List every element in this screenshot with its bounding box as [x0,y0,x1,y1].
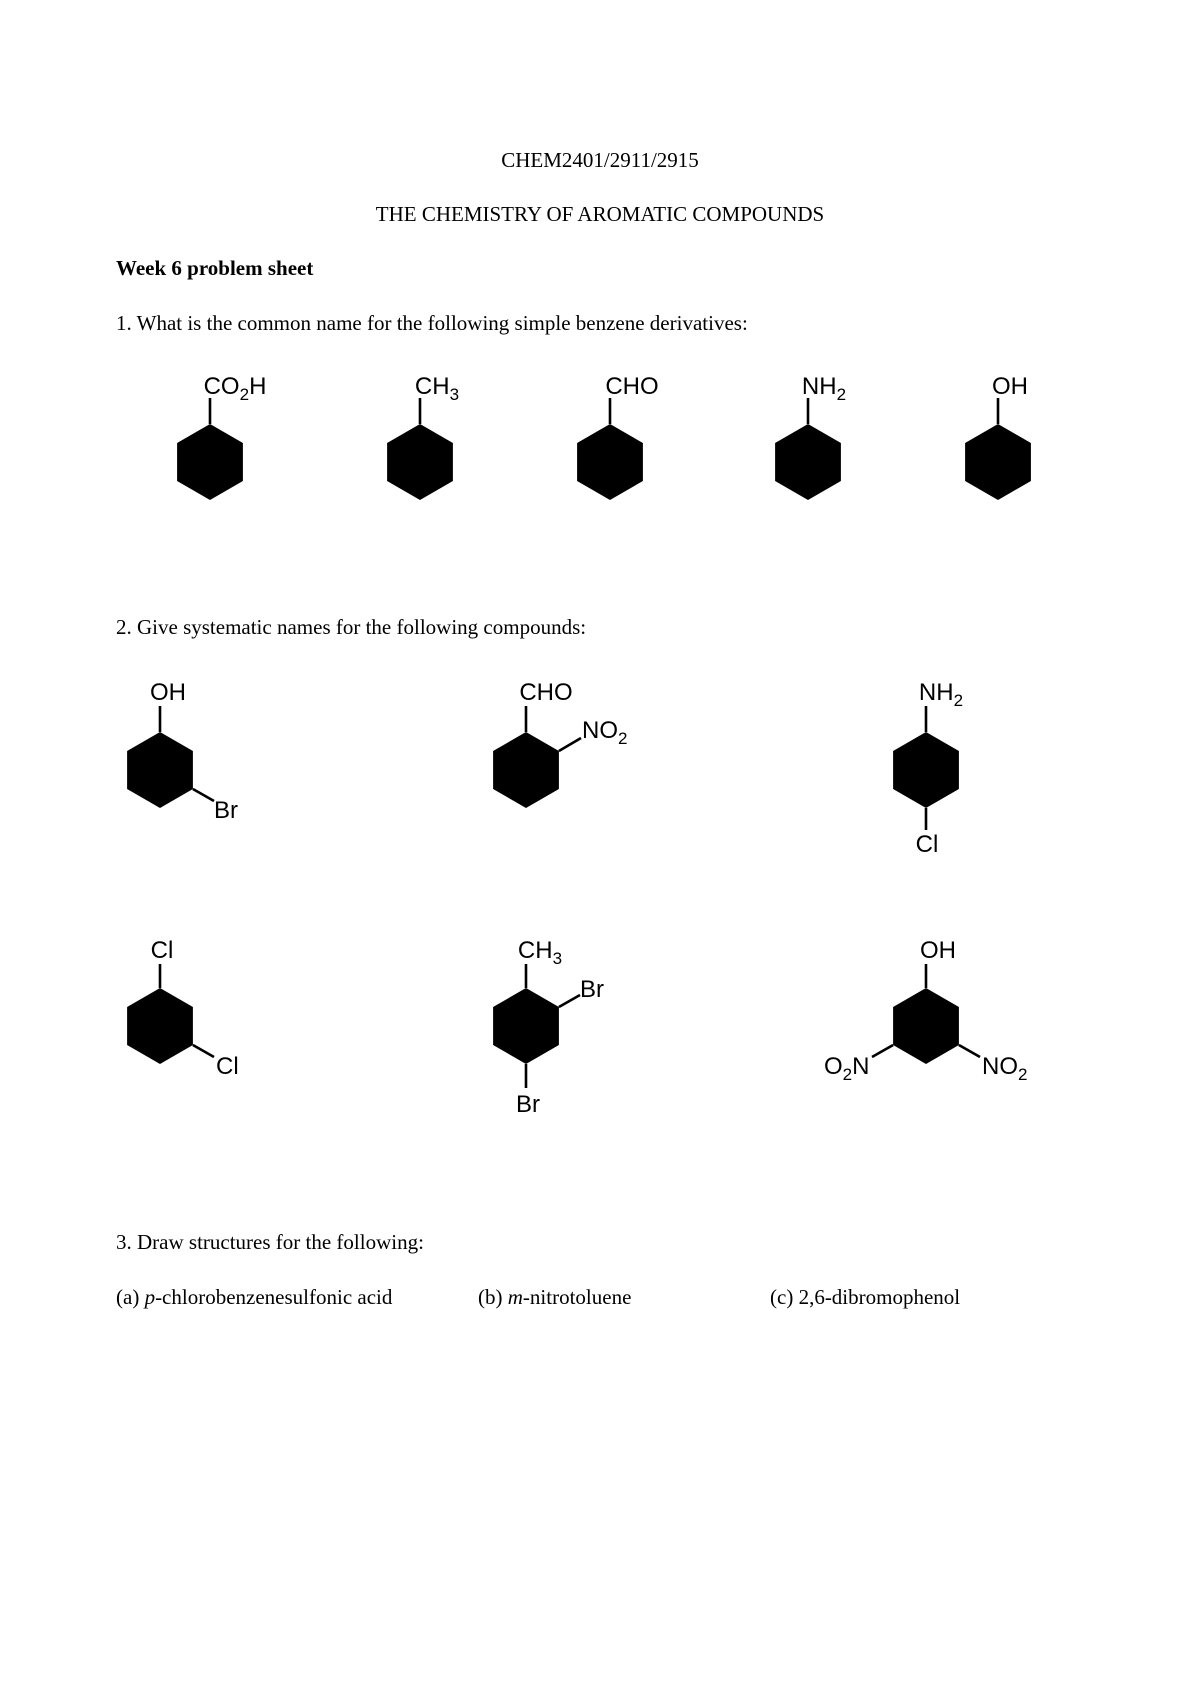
bond [559,738,581,751]
q1-s2-group: $CH_3$ [414,373,460,404]
q2-s5-para-label: Br [516,1091,540,1118]
q2-structure-3 [893,679,963,858]
benzene-ring [893,988,959,1064]
q3-item-a-rest: -chlorobenzenesulfonic acid [155,1285,393,1309]
bond [872,1045,893,1057]
q2-s3-top-label: $NH_2$ [918,679,964,710]
q3-item-c-rest: 2,6-dibromophenol [798,1285,961,1309]
q2-structure-5 [493,937,604,1118]
q1-structure-toluene [387,373,459,500]
benzene-ring [177,424,243,500]
q1-s3-group: CHO [605,373,659,400]
q2-s4-top-label: Cl [150,937,174,964]
q2-structure-6 [824,937,1027,1084]
q1-structure-benzaldehyde [577,373,659,500]
benzene-ring [577,424,643,500]
question-2-prompt: 2. Give systematic names for the following compounds: [116,615,587,639]
sheet-subtitle: Week 6 problem sheet [116,256,314,280]
bond [193,1045,214,1057]
benzene-ring [127,732,193,808]
q2-s3-para-label: Cl [915,831,939,858]
course-code: CHEM2401/2911/2915 [501,148,699,172]
q1-s5-group: OH [992,373,1028,400]
q2-s6-right-label: $NO_2$ [982,1053,1028,1084]
question-1-prompt: 1. What is the common name for the following simple benzene derivatives: [116,311,748,335]
q2-s2-ortho-label: $NO_2$ [582,717,628,748]
benzene-ring [127,988,193,1064]
q2-structure-1 [127,679,238,824]
q1-s4-group: $NH_2$ [801,373,847,404]
q3-item-a-italic: p [144,1285,156,1309]
q2-s5-top-label: $CH_3$ [517,937,563,968]
q1-structure-phenol [965,373,1031,500]
benzene-ring [493,988,559,1064]
q2-s1-top-label: OH [150,679,186,706]
q3-item-c-prefix: (c) [770,1285,799,1309]
page-title: THE CHEMISTRY OF AROMATIC COMPOUNDS [375,202,825,226]
bond [559,995,580,1007]
q2-s4-meta-label: Cl [216,1053,239,1080]
q2-structure-2 [493,679,627,808]
q2-s6-left-label: $O_2N$ [824,1053,870,1084]
benzene-ring [965,424,1031,500]
q3-item-a-prefix: (a) [116,1285,145,1309]
benzene-ring [493,732,559,808]
q3-item-b-prefix: (b) [478,1285,508,1309]
q3-item-b-rest: -nitrotoluene [522,1285,632,1309]
q1-structure-aniline [775,373,846,500]
bond [959,1045,980,1057]
q1-structure-benzoic [177,373,266,500]
q2-structure-4 [127,937,239,1080]
q2-s6-top-label: OH [920,937,956,964]
bond [193,789,214,801]
q3-item-b-italic: m [507,1285,523,1309]
benzene-ring [775,424,841,500]
q1-s1-group: $CO_2H$ [203,373,267,404]
q2-s1-meta-label: Br [214,797,238,824]
question-3-prompt: 3. Draw structures for the following: [116,1230,424,1254]
benzene-ring [387,424,453,500]
benzene-ring [893,732,959,808]
q2-s2-top-label: CHO [519,679,573,706]
q2-s5-ortho-label: Br [580,976,604,1003]
